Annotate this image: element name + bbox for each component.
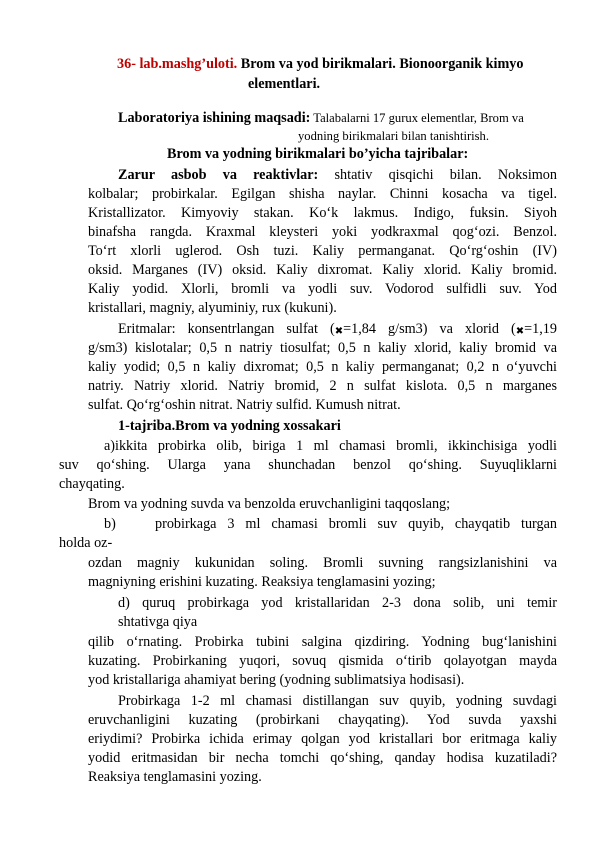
density-symbol: ✖ — [515, 326, 525, 337]
step-e-line-5: Reaksiya tenglamasini yozing. — [88, 769, 262, 785]
equipment-text-8: kristallari, magniy, alyuminiy, rux (kukuni). — [88, 300, 337, 316]
step-b-line-3: ozdan magniy kukunidan soling. Bromli suvning rangsizlanishini va — [88, 555, 557, 571]
title-line-2: elementlari. — [248, 76, 321, 92]
step-d-line-2: shtativga qiya — [118, 614, 198, 630]
aim-label: Laboratoriya ishining maqsadi: — [118, 110, 311, 126]
step-b-line-4: magniyning erishini kuzating. Reaksiya tenglamasini yozing; — [88, 574, 436, 590]
equipment-text-4: binafsha rangda. Kraxmal kleysteri yoki yodkraxmal qog‘ozi. Benzol. — [88, 224, 557, 240]
equipment-text-2: kolbalar; probirkalar. Egilgan shisha naylar. Chinni kosacha va tigel. — [88, 186, 557, 202]
step-d-line-1: d) quruq probirkaga yod kristallaridan 2-3 dona solib, uni temir — [118, 595, 557, 611]
step-a-line-4: Brom va yodning suvda va benzolda eruvchanligini taqqoslang; — [88, 496, 451, 512]
step-a-line-2: suv qo‘shing. Ularga yana shunchadan benzol qo‘shing. Suyuqliklarni — [59, 457, 557, 473]
solutions-text-1c: =1,19 — [524, 321, 557, 337]
step-a-line-1: a)ikkita probirka olib, biriga 1 ml chamasi bromli, ikkinchisiga yodli — [104, 438, 557, 454]
document-title — [117, 56, 524, 73]
step-e-line-4: yodid eritmasidan bir necha tomchi qo‘shing, qanday hodisa kuzatiladi? — [88, 750, 557, 766]
equipment-label: Zarur asbob va reaktivlar: — [118, 167, 319, 183]
solutions-text-4: natriy. Natriy xlorid. Natriy bromid, 2 n sulfat kislota. 0,5 n marganes — [88, 378, 557, 394]
lab-number: 36- lab.mashg’uloti. — [117, 56, 238, 72]
experiment-title: 1-tajriba.Brom va yodning xossakari — [118, 418, 341, 434]
step-d-line-5: yod kristallariga ahamiyat bering (yodning sublimatsiya hodisasi). — [88, 672, 465, 688]
step-d-line-3: qilib o‘rnating. Probirka tubini salgina qizdiring. Yodning bug‘lanishini — [88, 634, 557, 650]
equipment-text-5: To‘rt xlorli uglerod. Osh tuzi. Kaliy permanganat. Qo‘rg‘oshin (IV) — [88, 243, 557, 259]
equipment-text-7: Kaliy yodid. Xlorli, bromli va yodli suv. Vodorod sulfidli suv. Yod — [88, 281, 557, 297]
step-a-line-3: chayqating. — [59, 476, 125, 492]
equipment-text-1: shtativ qisqichi bilan. Noksimon — [318, 167, 557, 183]
aim-line — [118, 110, 524, 127]
step-e-line-3: eriydimi? Probirka ichida erimay qolgan yod kristallari bor eritmaga kaliy — [88, 731, 557, 747]
solutions-text-3: kaliy yodid; 0,5 n kaliy dixromat; 0,5 n kaliy permanganat; 0,2 n o‘yuvchi — [88, 359, 557, 375]
density-symbol: ✖ — [334, 326, 344, 337]
equipment-text-3: Kristallizator. Kimyoviy stakan. Ko‘k lakmus. Indigo, fuksin. Siyoh — [88, 205, 557, 221]
solutions-text-5: sulfat. Qo‘rg‘oshin nitrat. Natriy sulfid. Kumush nitrat. — [88, 397, 401, 413]
step-b-line-1: probirkaga 3 ml chamasi bromli suv quyib, chayqatib turgan — [155, 516, 557, 532]
step-e-line-1: Probirkaga 1-2 ml chamasi distillangan suv quyib, yodning suvdagi — [118, 693, 557, 709]
aim-text-1: Talabalarni 17 gurux elementlar, Brom va — [310, 111, 524, 125]
step-d-line-4: kuzating. Probirkaning yuqori, sovuq qismida o‘tirib qolayotgan mayda — [88, 653, 557, 669]
equipment-line — [118, 167, 557, 184]
equipment-text-6: oksid. Marganes (IV) oksid. Kaliy dixromat. Kaliy xlorid. Kaliy bromid. — [88, 262, 557, 278]
step-b-line-2: holda oz- — [59, 535, 113, 551]
step-e-line-2: eruvchanligini kuzating (probirkani chayqating). Yod suvda yaxshi — [88, 712, 557, 728]
step-b-label: b) — [104, 516, 116, 532]
solutions-line-1 — [118, 321, 557, 339]
section-title: Brom va yodning birikmalari bo’yicha tajribalar: — [167, 146, 469, 162]
title-line-1: Brom va yod birikmalari. Bionoorganik kimyo — [237, 56, 524, 72]
aim-text-2: yodning birikmalari bilan tanishtirish. — [298, 129, 489, 143]
solutions-text-1b: =1,84 g/sm3) va xlorid ( — [343, 321, 516, 337]
solutions-text-1a: Eritmalar: konsentrlangan sulfat ( — [118, 321, 335, 337]
solutions-text-2: g/sm3) kislotalar; 0,5 n natriy tiosulfat; 0,5 n kaliy xlorid, kaliy bromid va — [88, 340, 557, 356]
